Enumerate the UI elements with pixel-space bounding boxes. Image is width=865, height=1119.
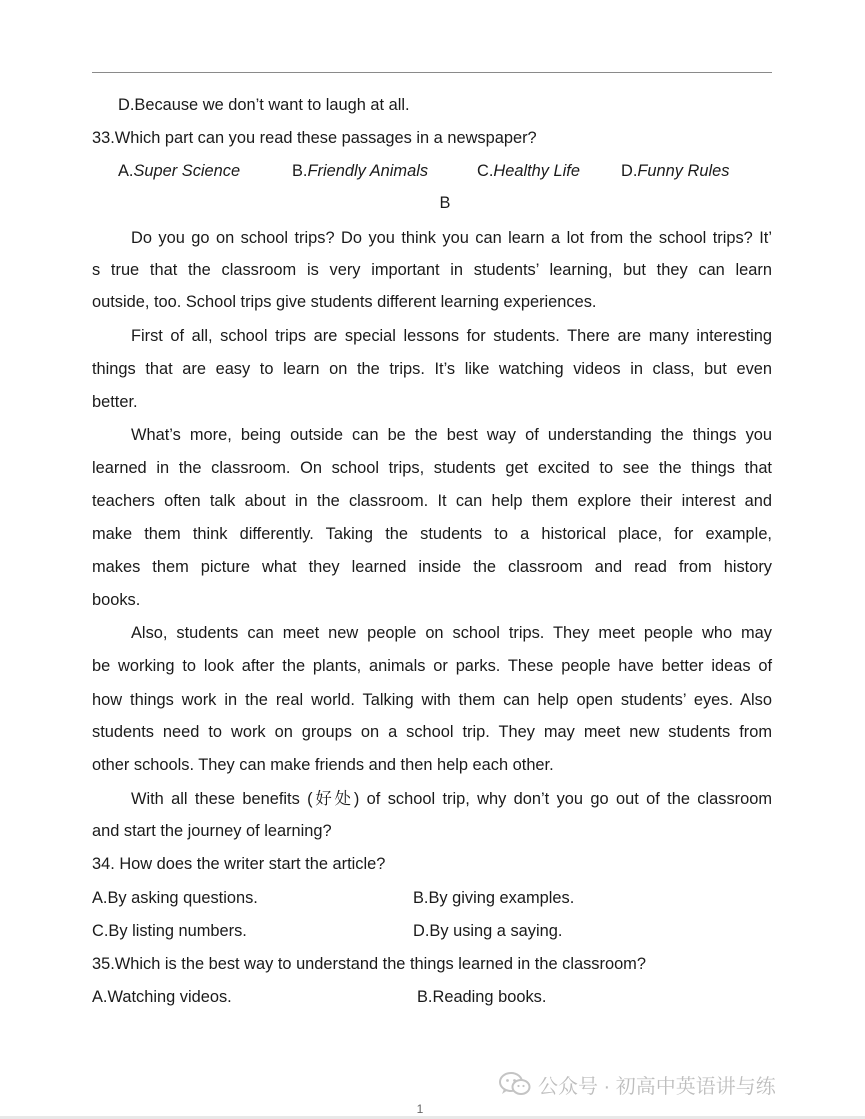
passage-line: learned in the classroom. On school trips, students get excited to see the things that (92, 459, 772, 477)
q35-question: 35.Which is the best way to understand the things learned in the classroom? (92, 955, 646, 973)
passage-line: Do you go on school trips? Do you think you can learn a lot from the school trips? It’ (131, 229, 772, 247)
wechat-icon (498, 1071, 532, 1097)
q35-option-a: A.Watching videos. (92, 988, 232, 1006)
watermark (498, 1070, 776, 1098)
q34-option-c: C.By listing numbers. (92, 922, 247, 940)
passage-line: how things work in the real world. Talking with them can help open students’ eyes. Also (92, 691, 772, 709)
q35-option-b: B.Reading books. (417, 988, 547, 1006)
passage-line: s true that the classroom is very important in students’ learning, but they can learn (92, 261, 772, 279)
q34-option-d: D.By using a saying. (413, 922, 563, 940)
passage-line: With all these benefits (好处) of school trip, why don’t you go out of the classroom (131, 790, 772, 808)
passage-line: Also, students can meet new people on school trips. They meet people who may (131, 624, 772, 642)
q34-option-b: B.By giving examples. (413, 889, 575, 907)
passage-line: What’s more, being outside can be the best way of understanding the things you (131, 426, 772, 444)
page-number: 1 (416, 1102, 424, 1116)
passage-line: be working to look after the plants, animals or parks. These people have better ideas of (92, 657, 772, 675)
passage-line: makes them picture what they learned inside the classroom and read from history (92, 558, 772, 576)
q33-question: 33.Which part can you read these passages in a newspaper? (92, 129, 537, 147)
q34-question: 34. How does the writer start the article? (92, 855, 386, 873)
passage-line: students need to work on groups on a school trip. They may meet new students from (92, 723, 772, 741)
passage-line: First of all, school trips are special lessons for students. There are many interesting (131, 327, 772, 345)
watermark-text: 公众号 · 初高中英语讲与练 (538, 1075, 776, 1098)
q34-option-a: A.By asking questions. (92, 889, 258, 907)
q33-option-d: D.Funny Rules (621, 162, 730, 180)
passage-line: things that are easy to learn on the trips. It’s like watching videos in class, but even (92, 360, 772, 378)
passage-title: B (439, 194, 451, 212)
q33-option-b: B.Friendly Animals (292, 162, 429, 180)
q33-option-a: A.Super Science (118, 162, 241, 180)
passage-line: outside, too. School trips give students different learning experiences. (92, 293, 597, 311)
passage-line: other schools. They can make friends and then help each other. (92, 756, 554, 774)
passage-line: and start the journey of learning? (92, 822, 332, 840)
passage-line: better. (92, 393, 138, 411)
passage-line: teachers often talk about in the classroom. It can help them explore their interest and (92, 492, 772, 510)
header-rule (92, 72, 772, 73)
passage-line: books. (92, 591, 141, 609)
passage-line: make them think differently. Taking the students to a historical place, for example, (92, 525, 772, 543)
q33-option-c: C.Healthy Life (477, 162, 580, 180)
q32-option-d: D.Because we don’t want to laugh at all. (118, 96, 410, 114)
